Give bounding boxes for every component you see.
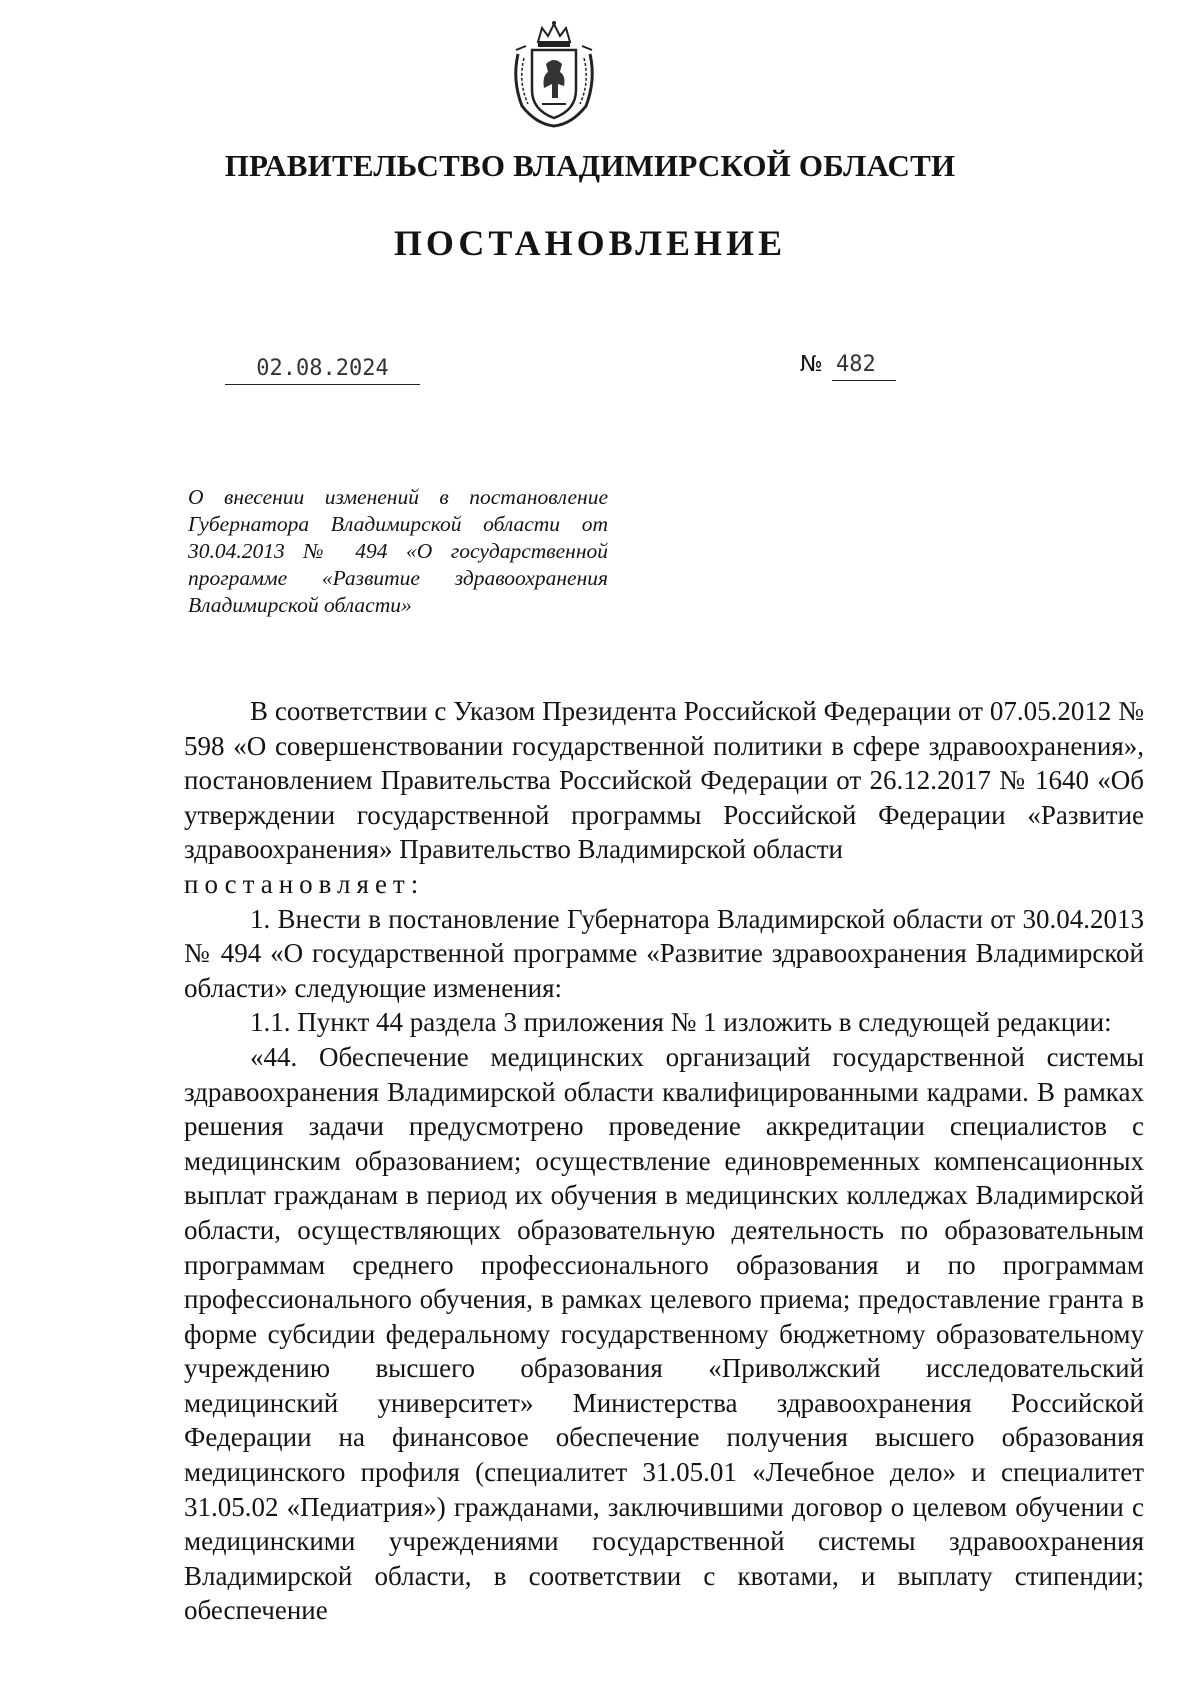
organization-title: ПРАВИТЕЛЬСТВО ВЛАДИМИРСКОЙ ОБЛАСТИ <box>224 148 956 183</box>
coat-of-arms-icon <box>508 20 600 128</box>
document-type-title: ПОСТАНОВЛЕНИЕ <box>393 223 787 263</box>
decides-line <box>184 867 1144 902</box>
decides-word: постановляет: <box>184 868 425 899</box>
document-number: 482 <box>832 350 896 381</box>
document-date: 02.08.2024 <box>225 354 420 385</box>
document-body <box>184 694 1144 1628</box>
preamble-paragraph: В соответствии с Указом Президента Российской Федерации от 07.05.2012 № 598 «О совершенствовании государственной политики в сфере здравоохранения», постановлением Правительства Российской Федерации от 26.12.2017 № 1640 «Об утверждении государственной программы Российской Федерации «Развитие здравоохранения» Правительство Владимирской области <box>184 696 1144 865</box>
item-44-paragraph: «44. Обеспечение медицинских организаций государственной системы здравоохранения Владимирской области квалифицированными кадрами. В рамках решения задачи предусмотрено проведение аккредитации специалистов с медицинским образованием; осуществление единовременных компенсационных выплат гражданам в период их обучения в медицинских колледжах Владимирской области, осуществляющих образовательную деятельность по образовательным программам среднего профессионального образования и по программам профессионального обучения, в рамках целевого приема; предоставление гранта в форме субсидии федеральному государственному бюджетному образовательному учреждению высшего образования «Приволжский исследовательский медицинский университет» Министерства здравоохранения Российской Федерации на финансовое обеспечение получения высшего образования медицинского профиля (специалитет 31.05.01 «Лечебное дело» и специалитет 31.05.02 «Педиатрия») гражданами, заключившими договор о целевом обучении с медицинскими учреждениями государственной системы здравоохранения Владимирской области, в соответствии с квотами, и выплату стипендии; обеспечение <box>184 1041 1144 1626</box>
item-1-1-paragraph: 1.1. Пункт 44 раздела 3 приложения № 1 изложить в следующей редакции: <box>250 1007 1112 1038</box>
number-label: № <box>800 352 823 377</box>
document-subject: О внесении изменений в постановление Губернатора Владимирской области от 30.04.2013 № 494 «О государственной программе «Развитие здравоохранения Владимирской области» <box>188 485 608 617</box>
item-1-paragraph: 1. Внести в постановление Губернатора Владимирской области от 30.04.2013 № 494 «О государственной программе «Развитие здравоохранения Владимирской области» следующие изменения: <box>184 903 1144 1003</box>
